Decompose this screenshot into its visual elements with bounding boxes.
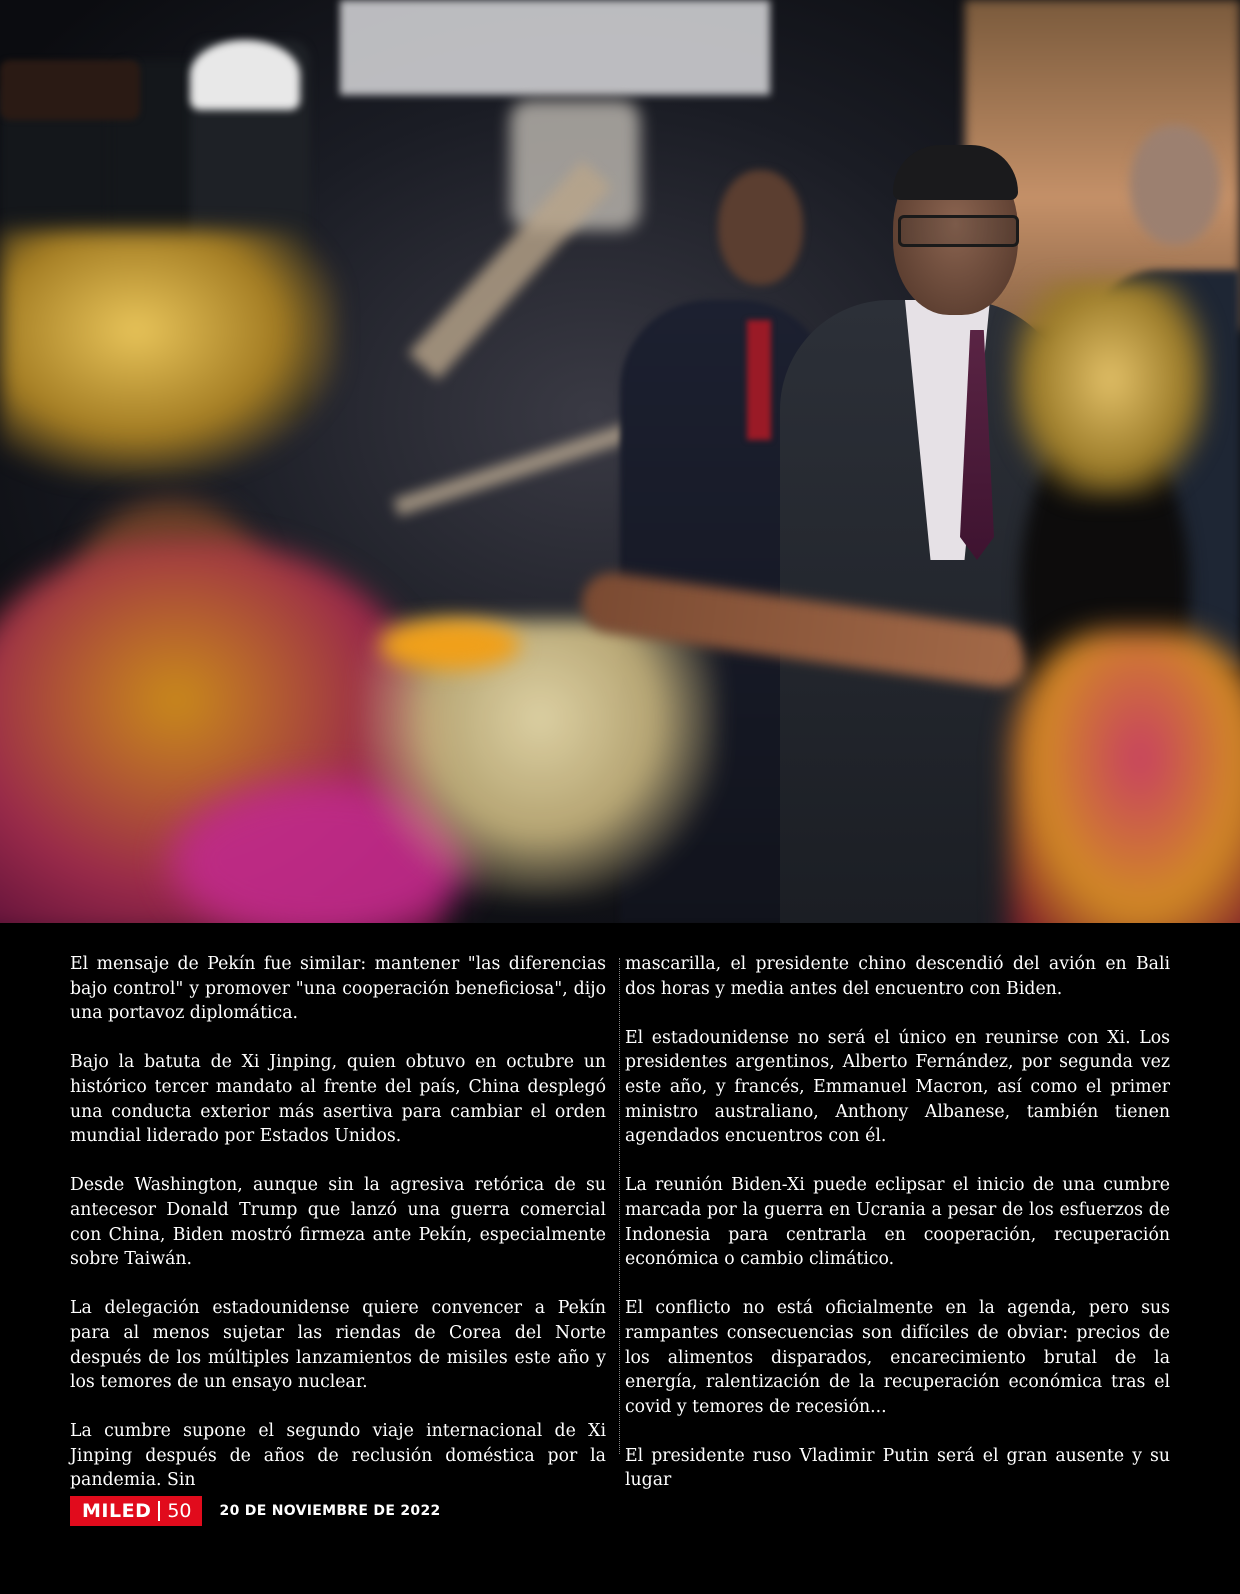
paragraph: mascarilla, el presidente chino descendió del avión en Bali dos horas y media antes del encuentro con Biden. xyxy=(625,954,1170,999)
page-footer xyxy=(70,1496,441,1526)
dancer-headdress xyxy=(0,230,340,480)
brand-name: MILED xyxy=(82,1500,152,1522)
paragraph: La cumbre supone el segundo viaje internacional de Xi Jinping después de años de reclusión doméstica por la pandemia. Sin xyxy=(70,1421,606,1491)
paragraph: Desde Washington, aunque sin la agresiva retórica de su antecesor Donald Trump que lanzó una guerra comercial con China, Biden mostró firmeza ante Pekín, especialmente sobre Taiwán. xyxy=(70,1175,606,1270)
airplane-stairs-rail xyxy=(393,422,636,516)
page-number: 50 xyxy=(167,1500,192,1522)
soldier-helmet xyxy=(190,40,300,110)
column-divider xyxy=(619,958,620,1454)
brand-separator xyxy=(158,1501,160,1521)
article-column-left xyxy=(70,952,606,1493)
issue-date: 20 DE NOVIEMBRE DE 2022 xyxy=(219,1503,441,1519)
official-left-tie xyxy=(747,320,771,440)
article-column-right xyxy=(625,952,1170,1493)
paragraph: La delegación estadounidense quiere convencer a Pekín para al menos sujetar las riendas de Corea del Norte después de los múltiples lanzamientos de misiles este año y los temores de un ensayo nuclear. xyxy=(70,1298,606,1393)
paragraph: Bajo la batuta de Xi Jinping, quien obtuvo en octubre un histórico tercer mandato al frente del país, China desplegó una conducta exterior más asertiva para cambiar el orden mundial liderado por Estados Unidos. xyxy=(70,1052,606,1147)
flower-offering-orange xyxy=(380,620,520,670)
official-right-head xyxy=(1130,125,1220,245)
dancer-right xyxy=(1010,630,1240,923)
paragraph: La reunión Biden-Xi puede eclipsar el inicio de una cumbre marcada por la guerra en Ucrania a pesar de los esfuerzos de Indonesia para centrarla en cooperación, recuperación económica o cambio climático. xyxy=(625,1175,1170,1270)
airplane-fuselage xyxy=(340,0,770,95)
soldier-cap xyxy=(0,60,140,120)
dancer-right-headdress xyxy=(1010,280,1210,500)
paragraph: El estadounidense no será el único en reunirse con Xi. Los presidentes argentinos, Alberto Fernández, por segunda vez este año, y francés, Emmanuel Macron, así como el primer ministro australiano, Anthony Albanese, también tienen agendados encuentros con él. xyxy=(625,1027,1170,1147)
official-left-head xyxy=(718,170,803,285)
official-main-glasses xyxy=(898,215,1019,247)
paragraph: El conflicto no está oficialmente en la agenda, pero sus rampantes consecuencias son difíciles de obviar: precios de los alimentos disparados, encarecimiento brutal de la energía, ralentización de la recuperación económica tras el covid y temores de recesión... xyxy=(625,1298,1170,1417)
brand-badge xyxy=(70,1496,202,1526)
paragraph: El presidente ruso Vladimir Putin será el gran ausente y su lugar xyxy=(625,1445,1170,1491)
paragraph: El mensaje de Pekín fue similar: mantener "las diferencias bajo control" y promover "una cooperación beneficiosa", dijo una portavoz diplomática. xyxy=(70,954,606,1024)
